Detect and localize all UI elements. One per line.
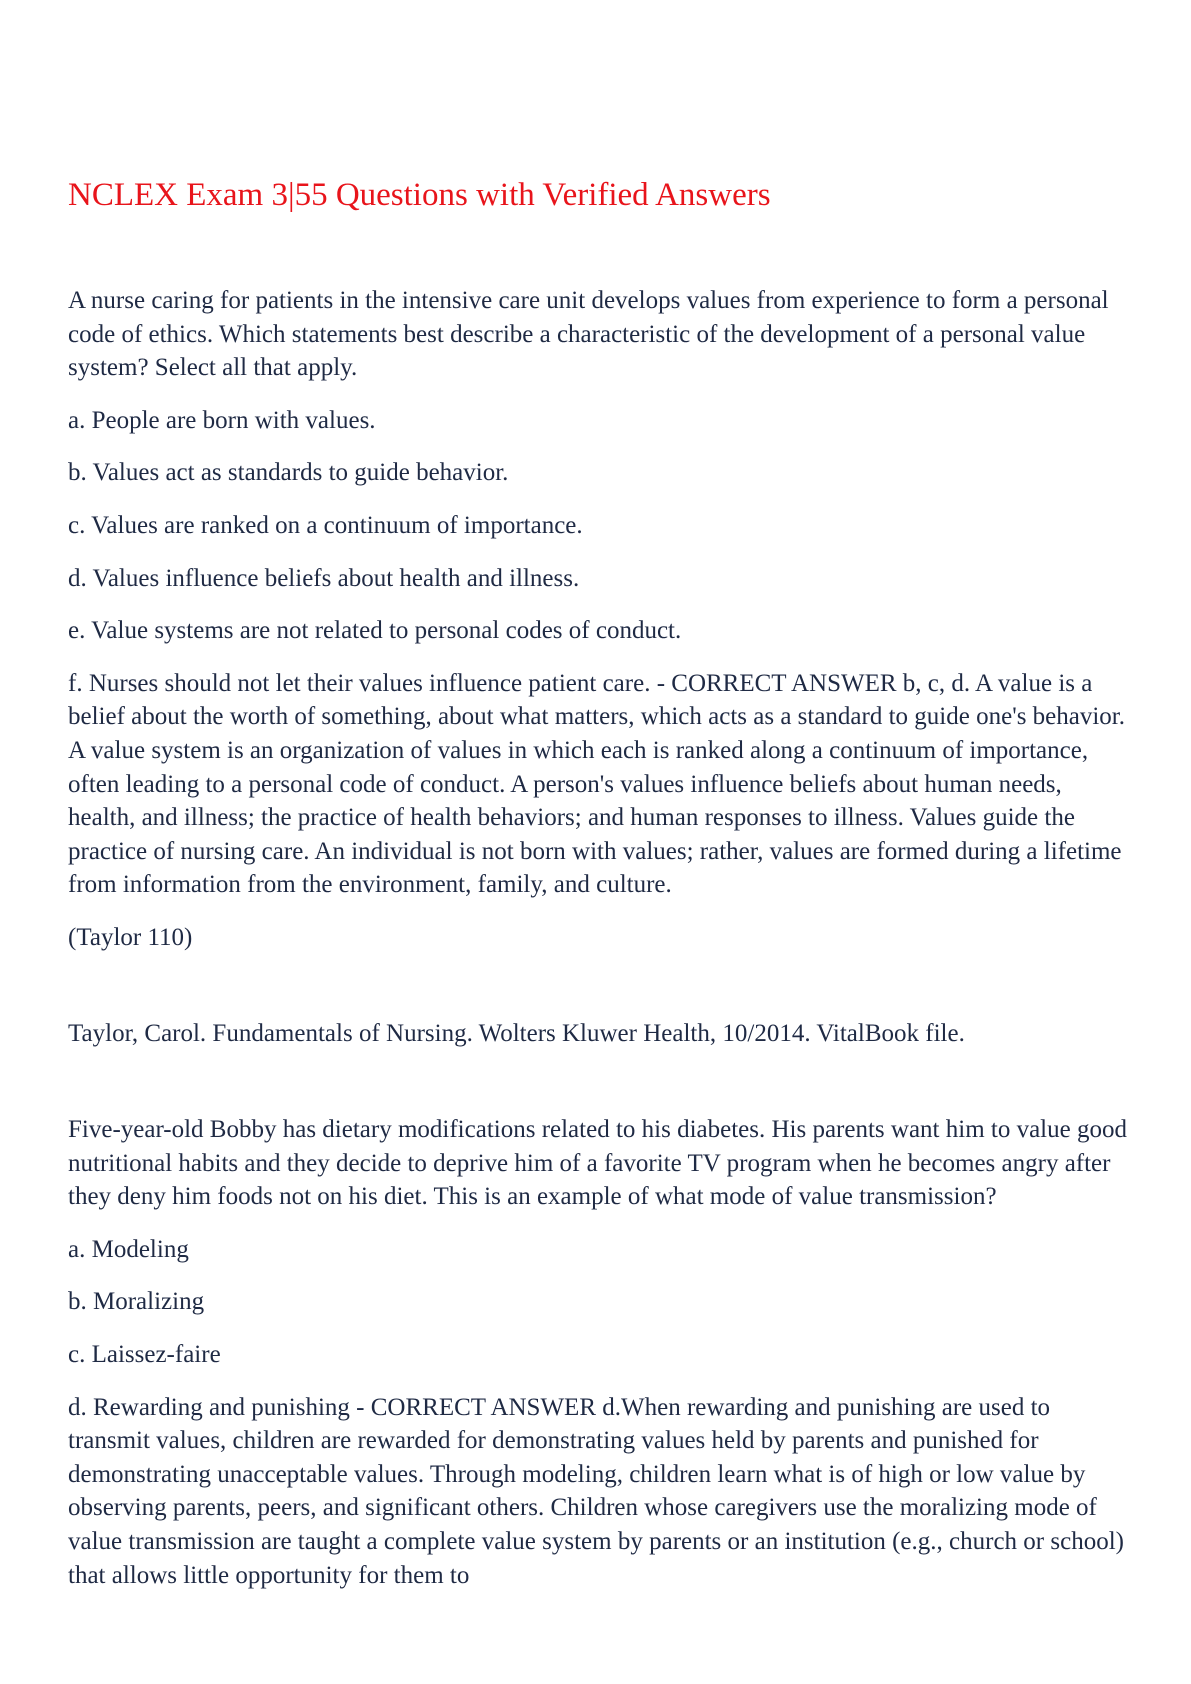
question-2: [68, 1113, 1128, 1592]
answer-option-b: b. Moralizing: [68, 1288, 205, 1316]
answer-option-a: a. Modeling: [68, 1235, 189, 1263]
question-1: [68, 284, 1128, 1050]
answer-option-a: a. People are born with values.: [68, 406, 376, 434]
answer-option-c: c. Values are ranked on a continuum of importance.: [68, 511, 583, 539]
document-title: NCLEX Exam 3|55 Questions with Verified Answers: [68, 177, 771, 213]
answer-option-d-with-rationale: d. Rewarding and punishing - CORRECT ANSWER d.When rewarding and punishing are used to transmit values, children are rewarded for demonstrating values held by parents and punished for demonstrating unacceptable values. Through modeling, children learn what is of high or low value by observing parents, peers, and significant others. Children whose caregivers use the moralizing mode of value transmission are taught a complete value system by parents or an institution (e.g., church or school) that allows little opportunity for them to: [68, 1393, 1124, 1589]
reference: Taylor, Carol. Fundamentals of Nursing. Wolters Kluwer Health, 10/2014. VitalBook file.: [68, 1019, 965, 1047]
answer-option-f-with-rationale: f. Nurses should not let their values influence patient care. - CORRECT ANSWER b, c, d. A value is a belief about the worth of something, about what matters, which acts as a standard to guide one's behavior. A value system is an organization of values in which each is ranked along a continuum of importance, often leading to a personal code of conduct. A person's values influence beliefs about human needs, health, and illness; the practice of health behaviors; and human responses to illness. Values guide the practice of nursing care. An individual is not born with values; rather, values are formed during a lifetime from information from the environment, family, and culture.: [68, 669, 1126, 899]
answer-option-c: c. Laissez-faire: [68, 1341, 221, 1369]
answer-option-d: d. Values influence beliefs about health and illness.: [68, 564, 580, 592]
citation: (Taylor 110): [68, 923, 193, 951]
answer-option-b: b. Values act as standards to guide behavior.: [68, 459, 509, 487]
answer-option-e: e. Value systems are not related to personal codes of conduct.: [68, 617, 682, 645]
question-stem: A nurse caring for patients in the intensive care unit develops values from experience to form a personal code of ethics. Which statements best describe a characteristic of the development of a personal value system? Select all that apply.: [68, 287, 1109, 382]
document-body: [68, 284, 1128, 1611]
question-stem: Five-year-old Bobby has dietary modifications related to his diabetes. His parents want him to value good nutritional habits and they decide to deprive him of a favorite TV program when he becomes angry after they deny him foods not on his diet. This is an example of what mode of value transmission?: [68, 1116, 1127, 1211]
